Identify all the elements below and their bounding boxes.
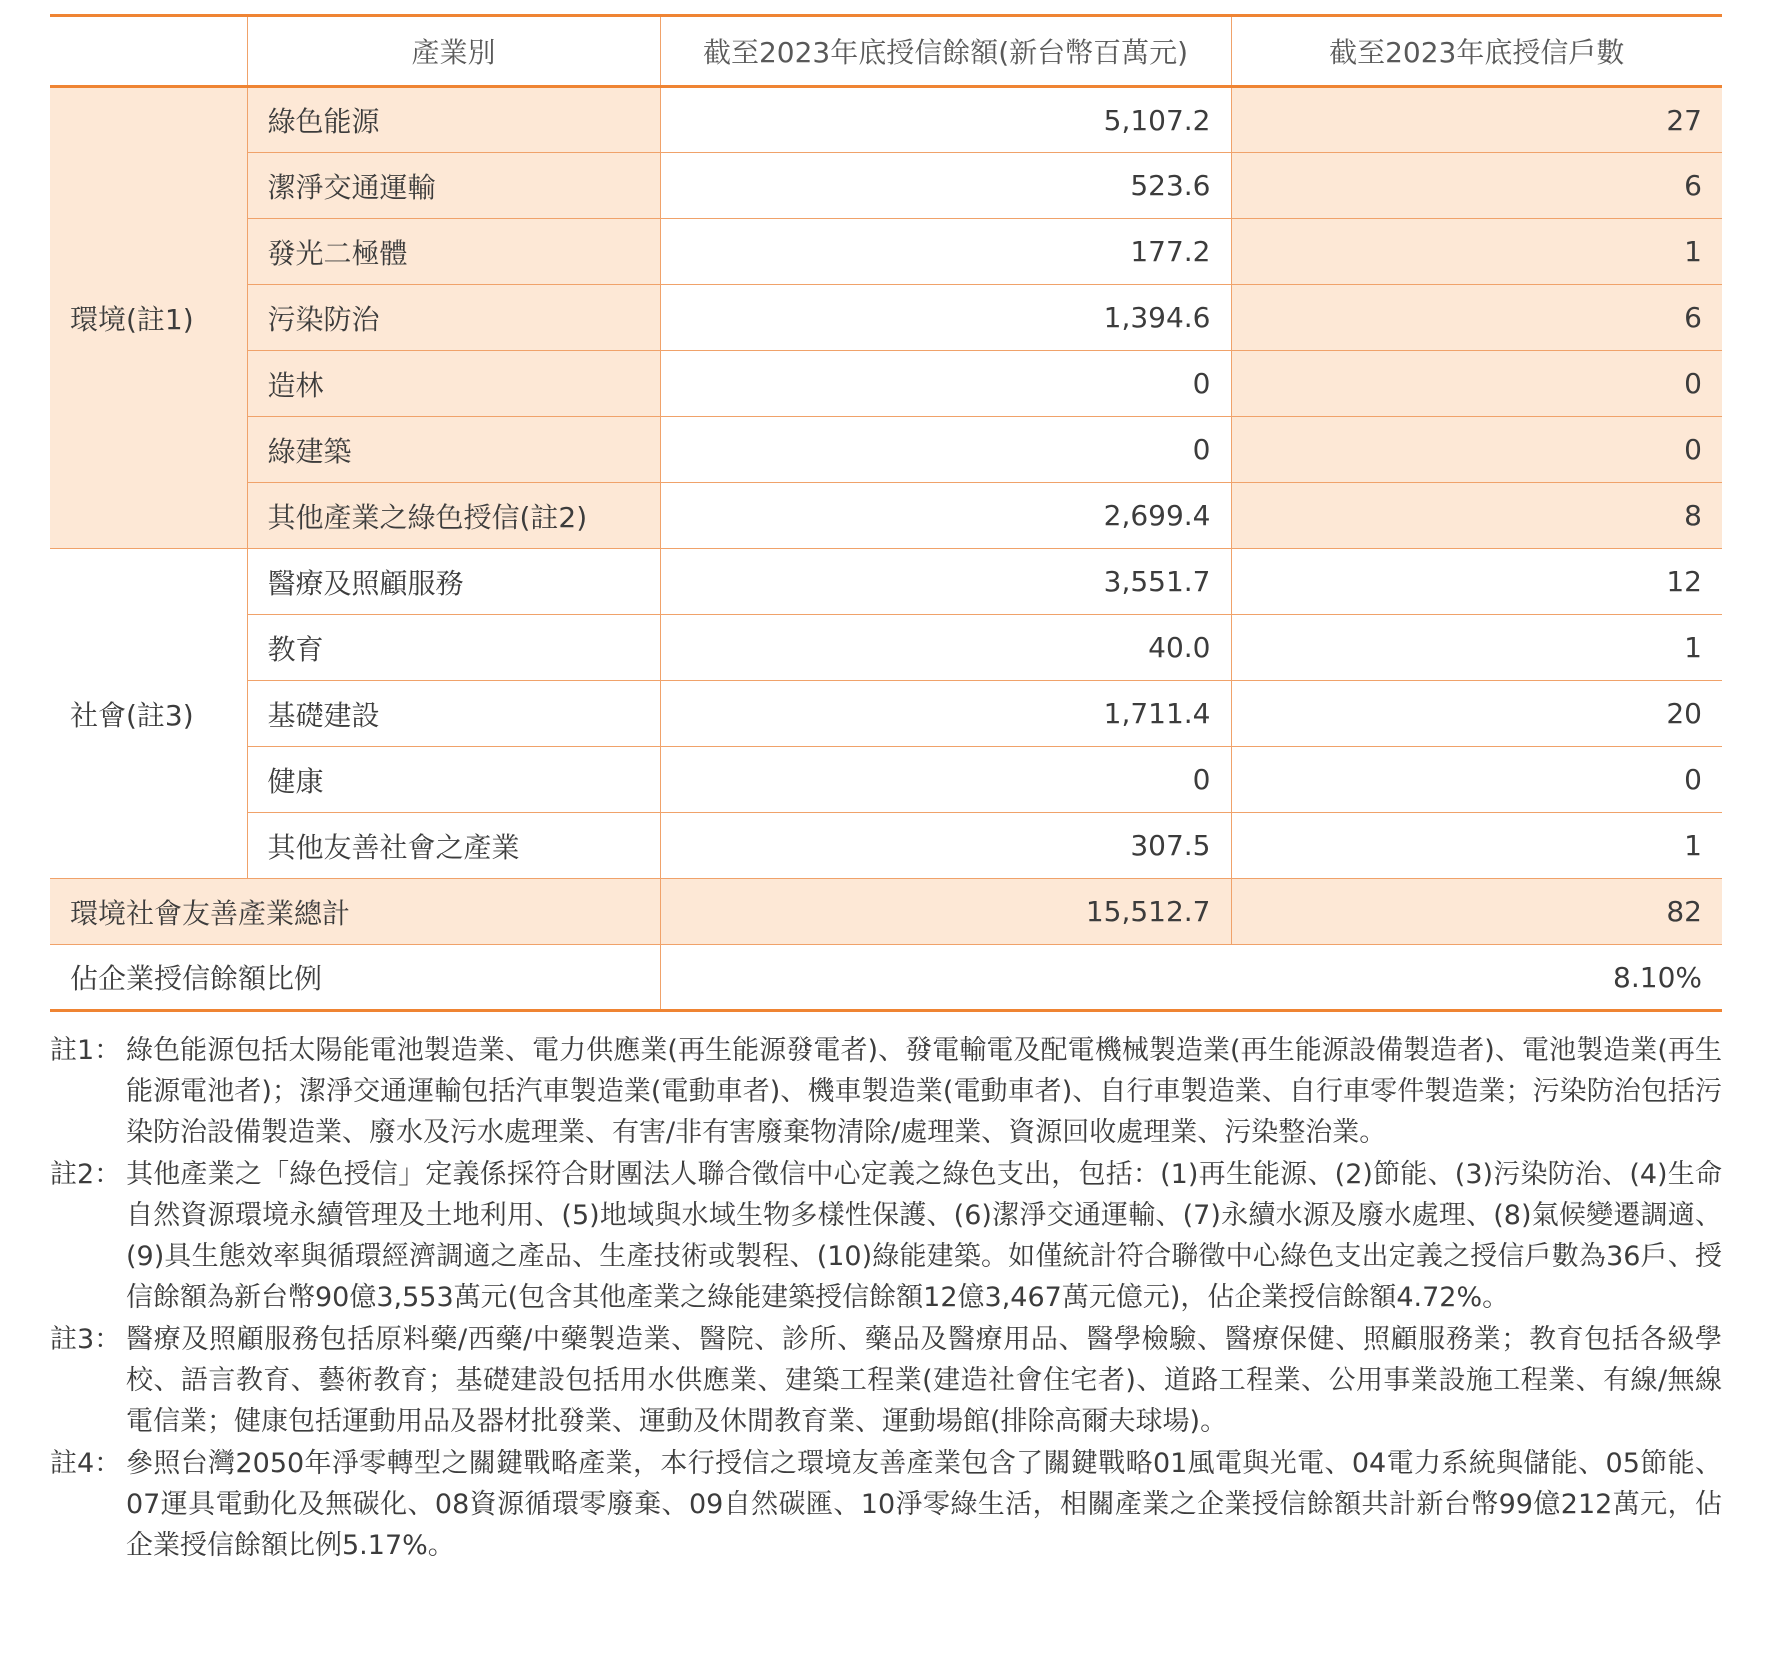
industry-name: 污染防治 (247, 285, 660, 351)
header-category: 產業別 (247, 16, 660, 87)
table-row (50, 285, 1722, 351)
table-row (50, 615, 1722, 681)
balance-value: 523.6 (660, 153, 1231, 219)
balance-value: 1,711.4 (660, 681, 1231, 747)
footnote-text: 綠色能源包括太陽能電池製造業、電力供應業(再生能源發電者)、發電輸電及配電機械製造業(再生能源設備製造者)、電池製造業(再生能源電池者)；潔淨交通運輸包括汽車製造業(電動車者)、機車製造業(電動車者)、自行車製造業、自行車零件製造業；污染防治包括污染防治設備製造業、廢水及污水處理業、有害/非有害廢棄物清除/處理業、資源回收處理業、污染整治業。 (126, 1035, 1722, 1148)
accounts-value: 0 (1231, 417, 1722, 483)
footnote (50, 1030, 1722, 1153)
industry-name: 其他產業之綠色授信(註2) (247, 483, 660, 549)
balance-value: 177.2 (660, 219, 1231, 285)
balance-value: 2,699.4 (660, 483, 1231, 549)
footnote-label: 註3： (50, 1324, 122, 1355)
total-balance: 15,512.7 (660, 879, 1231, 945)
group-environment: 環境(註1) (50, 87, 247, 549)
ratio-row (50, 945, 1722, 1011)
page (50, 14, 1722, 1567)
footnote-text: 參照台灣2050年淨零轉型之關鍵戰略產業，本行授信之環境友善產業包含了關鍵戰略01風電與光電、04電力系統與儲能、05節能、07運具電動化及無碳化、08資源循環零廢棄、09自然碳匯、10淨零綠生活，相關產業之企業授信餘額共計新台幣99億212萬元，佔企業授信餘額比例5.17%。 (126, 1448, 1722, 1561)
industry-name: 其他友善社會之產業 (247, 813, 660, 879)
header-accounts: 截至2023年底授信戶數 (1231, 16, 1722, 87)
industry-name: 潔淨交通運輸 (247, 153, 660, 219)
accounts-value: 6 (1231, 153, 1722, 219)
total-label: 環境社會友善產業總計 (50, 879, 660, 945)
table-row (50, 219, 1722, 285)
header-balance: 截至2023年底授信餘額(新台幣百萬元) (660, 16, 1231, 87)
accounts-value: 20 (1231, 681, 1722, 747)
accounts-value: 0 (1231, 747, 1722, 813)
footnote (50, 1443, 1722, 1566)
total-accounts: 82 (1231, 879, 1722, 945)
table-row (50, 153, 1722, 219)
footnote-text: 其他產業之「綠色授信」定義係採符合財團法人聯合徵信中心定義之綠色支出，包括：(1)再生能源、(2)節能、(3)污染防治、(4)生命自然資源環境永續管理及土地利用、(5)地域與水域生物多樣性保護、(6)潔淨交通運輸、(7)永續水源及廢水處理、(8)氣候變遷調適、(9)具生態效率與循環經濟調適之產品、生產技術或製程、(10)綠能建築。如僅統計符合聯徵中心綠色支出定義之授信戶數為36戶、授信餘額為新台幣90億3,553萬元(包含其他產業之綠能建築授信餘額12億3,467萬元億元)，佔企業授信餘額4.72%。 (126, 1159, 1722, 1313)
industry-name: 造林 (247, 351, 660, 417)
accounts-value: 1 (1231, 219, 1722, 285)
green-credit-table (50, 14, 1722, 1012)
table-row (50, 351, 1722, 417)
footnote-text: 醫療及照顧服務包括原料藥/西藥/中藥製造業、醫院、診所、藥品及醫療用品、醫學檢驗、醫療保健、照顧服務業；教育包括各級學校、語言教育、藝術教育；基礎建設包括用水供應業、建築工程業(建造社會住宅者)、道路工程業、公用事業設施工程業、有線/無線電信業；健康包括運動用品及器材批發業、運動及休閒教育業、運動場館(排除高爾夫球場)。 (126, 1324, 1722, 1437)
industry-name: 基礎建設 (247, 681, 660, 747)
footnote-label: 註2： (50, 1159, 122, 1190)
accounts-value: 1 (1231, 615, 1722, 681)
accounts-value: 6 (1231, 285, 1722, 351)
balance-value: 1,394.6 (660, 285, 1231, 351)
ratio-value: 8.10% (660, 945, 1722, 1011)
table-row (50, 813, 1722, 879)
table-row (50, 681, 1722, 747)
balance-value: 0 (660, 417, 1231, 483)
industry-name: 教育 (247, 615, 660, 681)
accounts-value: 27 (1231, 87, 1722, 153)
footnote-label: 註4： (50, 1448, 122, 1479)
ratio-label: 佔企業授信餘額比例 (50, 945, 660, 1011)
accounts-value: 12 (1231, 549, 1722, 615)
footnote (50, 1154, 1722, 1318)
accounts-value: 0 (1231, 351, 1722, 417)
balance-value: 5,107.2 (660, 87, 1231, 153)
table-row (50, 417, 1722, 483)
industry-name: 健康 (247, 747, 660, 813)
balance-value: 0 (660, 351, 1231, 417)
footnote-label: 註1： (50, 1035, 122, 1066)
balance-value: 0 (660, 747, 1231, 813)
table-row (50, 549, 1722, 615)
accounts-value: 8 (1231, 483, 1722, 549)
table-row (50, 483, 1722, 549)
table-row (50, 87, 1722, 153)
industry-name: 綠色能源 (247, 87, 660, 153)
industry-name: 發光二極體 (247, 219, 660, 285)
table-header-row (50, 16, 1722, 87)
group-social: 社會(註3) (50, 549, 247, 879)
total-row (50, 879, 1722, 945)
header-blank (50, 16, 247, 87)
industry-name: 醫療及照顧服務 (247, 549, 660, 615)
table-row (50, 747, 1722, 813)
balance-value: 3,551.7 (660, 549, 1231, 615)
footnote (50, 1319, 1722, 1442)
balance-value: 307.5 (660, 813, 1231, 879)
footnotes (50, 1030, 1722, 1566)
industry-name: 綠建築 (247, 417, 660, 483)
accounts-value: 1 (1231, 813, 1722, 879)
balance-value: 40.0 (660, 615, 1231, 681)
